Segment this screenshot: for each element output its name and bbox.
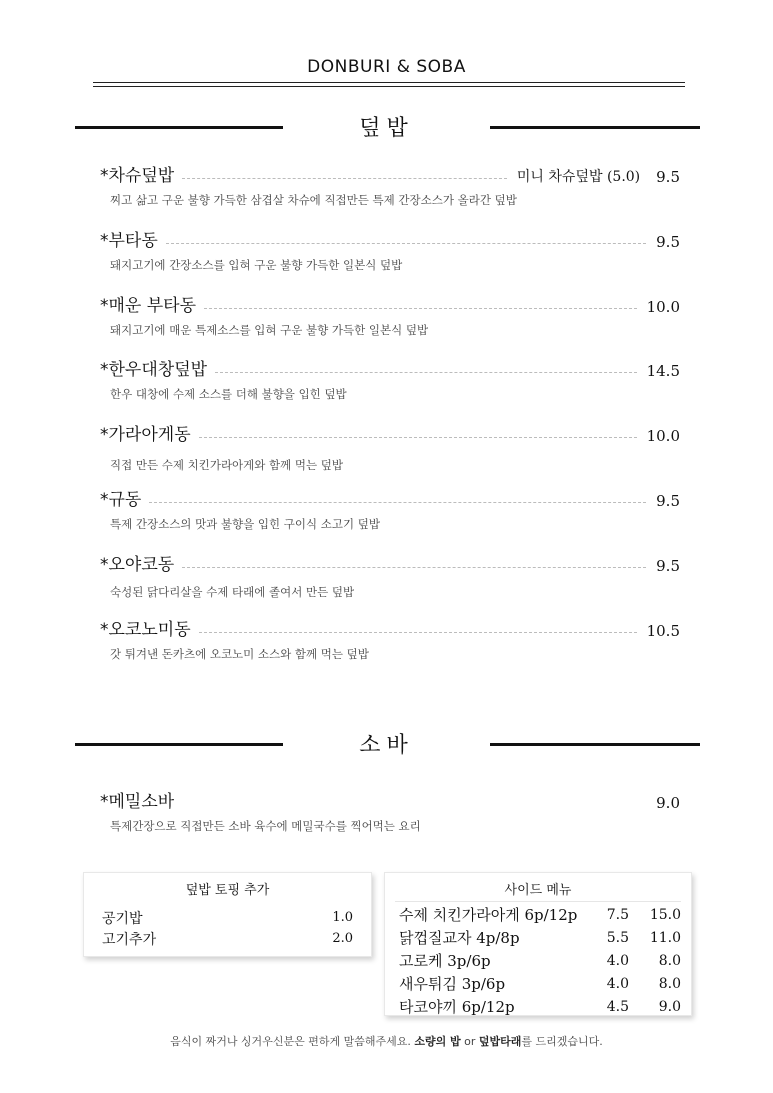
donburi-section-heading [0, 108, 773, 148]
topping-price: 1.0 [332, 910, 353, 925]
menu-item-price: 10.0 [646, 427, 680, 445]
menu-header-title: DONBURI & SOBA [307, 57, 466, 77]
side-item-name: 타코야끼 6p/12p [399, 998, 515, 1016]
menu-item-description: 직접 만든 수제 치킨가라아게와 함께 먹는 덮밥 [110, 458, 344, 472]
menu-item-name: *가라아게동 [100, 425, 191, 445]
side-item-price-large: 9.0 [658, 998, 681, 1015]
menu-item-price: 10.0 [646, 298, 680, 316]
topping-row [102, 907, 353, 928]
menu-item-description: 돼지고기에 간장소스를 입혀 구운 불향 가득한 일본식 덮밥 [110, 258, 403, 272]
leader-space [182, 804, 646, 805]
header-double-rule [93, 82, 685, 87]
side-item-price-small: 5.5 [606, 929, 629, 946]
menu-item-description: 특제간장으로 직접만든 소바 육수에 메밀국수를 찍어먹는 요리 [110, 819, 421, 833]
menu-item-price: 14.5 [646, 362, 680, 380]
menu-item-okonomi-don [100, 614, 680, 664]
menu-item-name: *부타동 [100, 231, 158, 251]
menu-item-karaage-don [100, 419, 680, 475]
footer-text-or: or [460, 1035, 479, 1048]
menu-item-name: *오코노미동 [100, 620, 191, 640]
topping-name: 고기추가 [102, 931, 157, 948]
menu-item-oyakodon [100, 549, 680, 605]
dotted-leader [166, 243, 646, 244]
heading-rule-right [490, 743, 700, 746]
menu-item-name: *메밀소바 [100, 792, 175, 812]
menu-item-price: 9.5 [656, 557, 680, 575]
soba-section-title: 소바 [359, 733, 414, 758]
menu-item-description: 돼지고기에 매운 특제소스를 입혀 구운 불향 가득한 일본식 덮밥 [110, 323, 429, 337]
side-menu-row [399, 926, 681, 949]
dotted-leader [215, 372, 637, 373]
menu-item-price: 9.0 [656, 794, 680, 812]
toppings-list [84, 907, 371, 949]
side-menu-row [399, 972, 681, 995]
side-item-price-large: 15.0 [649, 906, 681, 923]
menu-item-price: 10.5 [646, 622, 680, 640]
menu-item-name: *매운 부타동 [100, 296, 197, 316]
dotted-leader [149, 502, 646, 503]
menu-item-memil-soba [100, 786, 680, 836]
menu-item-description: 갓 튀겨낸 돈카츠에 오코노미 소스와 함께 먹는 덮밥 [110, 647, 369, 661]
menu-item-description: 특제 간장소스의 맛과 불향을 입힌 구이식 소고기 덮밥 [110, 517, 380, 531]
side-item-price-small: 4.5 [606, 998, 629, 1015]
footer-bold-sauce: 덮밥타래 [478, 1035, 522, 1048]
footer-text-before: 음식이 짜거나 싱거우신분은 편하게 말씀해주세요. [170, 1035, 415, 1048]
side-menu-list [385, 903, 691, 1018]
mini-size-option: 미니 차슈덮밥 (5.0) [516, 169, 641, 185]
menu-item-name: *규동 [100, 490, 142, 510]
menu-item-price: 9.5 [656, 168, 680, 186]
dotted-leader [204, 308, 637, 309]
menu-item-name: *오야코동 [100, 555, 175, 575]
donburi-section-title: 덮밥 [359, 116, 414, 141]
menu-item-description: 숙성된 닭다리살을 수제 타래에 졸여서 만든 덮밥 [110, 585, 355, 599]
side-item-name: 고로케 3p/6p [399, 952, 491, 970]
menu-item-name: *차슈덮밥 [100, 166, 175, 186]
footer-note [0, 1033, 773, 1049]
heading-rule-right [490, 126, 700, 129]
menu-item-description: 한우 대창에 수제 소스를 더해 불향을 입힌 덮밥 [110, 387, 347, 401]
menu-item-spicy-butadon [100, 290, 680, 340]
side-item-price-large: 11.0 [649, 929, 681, 946]
topping-price: 2.0 [332, 931, 353, 946]
toppings-box [83, 872, 372, 957]
side-item-price-large: 8.0 [658, 952, 681, 969]
menu-item-gyudon [100, 484, 680, 534]
footer-bold-small-rice: 소량의 밥 [414, 1035, 461, 1048]
topping-row [102, 928, 353, 949]
toppings-title: 덮밥 토핑 추가 [185, 883, 270, 898]
menu-item-butadon [100, 225, 680, 275]
dotted-leader [182, 178, 507, 179]
side-item-name: 닭껍질교자 4p/8p [399, 929, 520, 947]
dotted-leader [199, 437, 637, 438]
side-menu-row [399, 903, 681, 926]
dotted-leader [182, 567, 646, 568]
side-item-price-small: 4.0 [606, 975, 629, 992]
side-item-name: 새우튀김 3p/6p [399, 975, 506, 993]
menu-item-name: *한우대창덮밥 [100, 360, 208, 380]
side-menu-box [384, 872, 692, 1016]
side-menu-title: 사이드 메뉴 [504, 883, 572, 898]
menu-item-hanwoo-daechang-donburi [100, 354, 680, 404]
menu-item-chashu-donburi [100, 160, 680, 210]
footer-text-after: 를 드리겠습니다. [521, 1035, 603, 1048]
side-menu-title-rule [395, 901, 681, 902]
menu-item-description: 찌고 삶고 구운 불향 가득한 삼겹살 차슈에 직접만든 특제 간장소스가 올라간 덮밥 [110, 193, 517, 207]
side-menu-row [399, 949, 681, 972]
menu-item-price: 9.5 [656, 492, 680, 510]
menu-item-price: 9.5 [656, 233, 680, 251]
side-menu-row [399, 995, 681, 1018]
side-item-price-small: 4.0 [606, 952, 629, 969]
dotted-leader [199, 632, 637, 633]
soba-section-heading [0, 725, 773, 765]
side-item-price-small: 7.5 [606, 906, 629, 923]
side-item-price-large: 8.0 [658, 975, 681, 992]
topping-name: 공기밥 [102, 910, 143, 927]
side-item-name: 수제 치킨가라아게 6p/12p [399, 906, 578, 924]
